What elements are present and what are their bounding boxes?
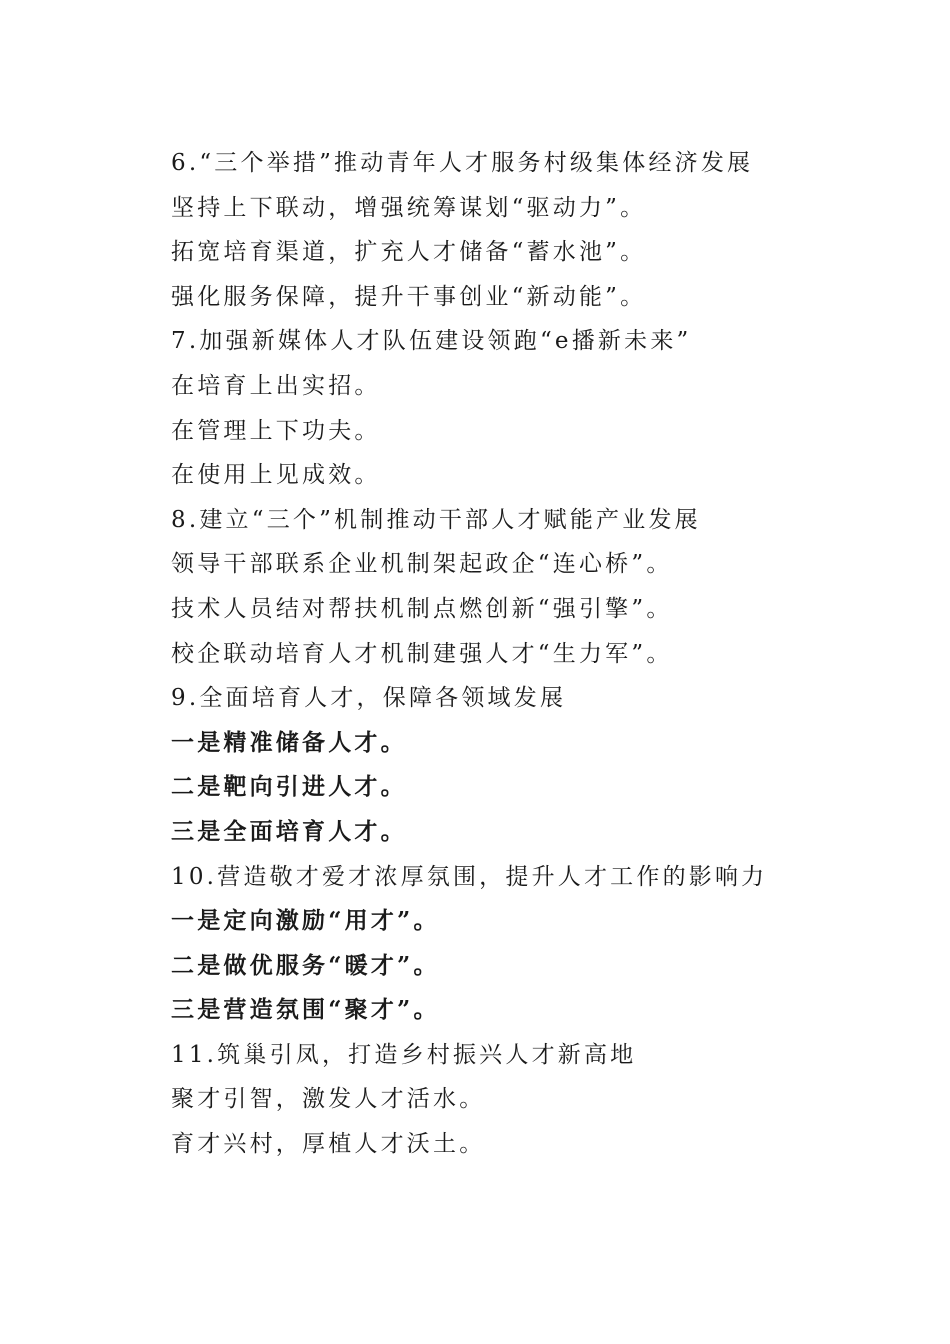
paragraph-line: 在管理上下功夫。 [171,417,381,444]
paragraph-line: 在培育上出实招。 [171,372,381,399]
heading-7: 7.加强新媒体人才队伍建设领跑“e播新未来” [171,328,692,355]
heading-8: 8.建立“三个”机制推动干部人才赋能产业发展 [171,506,701,533]
heading-9: 9.全面培育人才，保障各领域发展 [171,685,567,712]
paragraph-line: 技术人员结对帮扶机制点燃创新“强引擎”。 [171,595,673,622]
paragraph-line: 拓宽培育渠道，扩充人才储备“蓄水池”。 [171,239,647,266]
paragraph-line: 聚才引智，激发人才活水。 [171,1086,486,1113]
paragraph-line: 校企联动培育人才机制建强人才“生力军”。 [171,640,673,667]
paragraph-line-bold: 一是精准储备人才。 [171,728,407,756]
paragraph-line-bold: 三是全面培育人才。 [171,817,407,845]
heading-6: 6.“三个举措”推动青年人才服务村级集体经济发展 [171,150,754,176]
document-body [171,141,871,1167]
heading-11: 11.筑巢引凤，打造乡村振兴人才新高地 [171,1041,637,1068]
paragraph-line: 强化服务保障，提升干事创业“新动能”。 [171,283,647,310]
paragraph-line-bold: 二是靶向引进人才。 [171,773,407,801]
paragraph-line: 在使用上见成效。 [171,462,381,489]
paragraph-line-bold: 一是定向激励“用才”。 [171,907,440,935]
paragraph-line: 领导干部联系企业机制架起政企“连心桥”。 [171,551,673,578]
paragraph-line-bold: 二是做优服务“暖才”。 [171,951,440,979]
paragraph-line: 坚持上下联动，增强统筹谋划“驱动力”。 [171,194,647,221]
paragraph-line-bold: 三是营造氛围“聚才”。 [171,996,440,1024]
paragraph-line: 育才兴村，厚植人才沃土。 [171,1131,486,1158]
heading-10: 10.营造敬才爱才浓厚氛围，提升人才工作的影响力 [171,863,768,890]
